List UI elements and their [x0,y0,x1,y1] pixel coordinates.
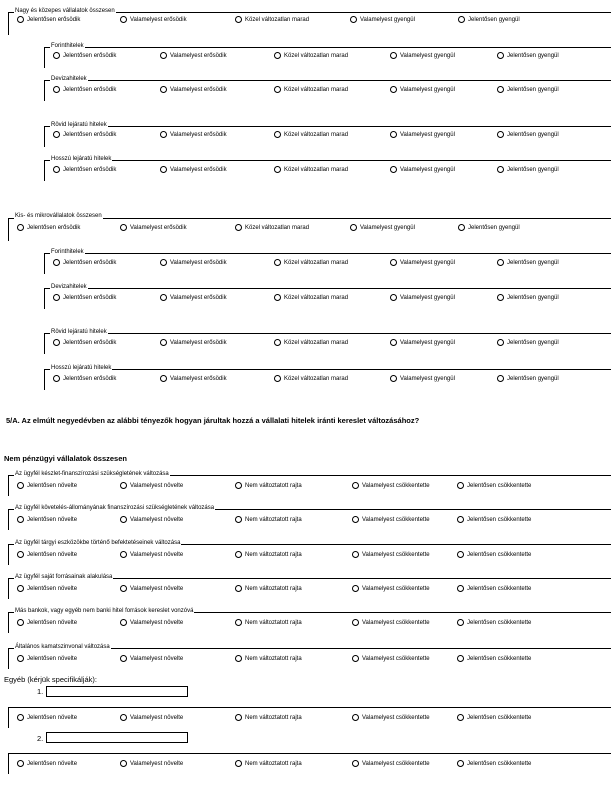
radio-button[interactable] [352,482,359,489]
radio-button[interactable] [160,375,167,382]
radio-button[interactable] [53,131,60,138]
radio-option[interactable]: Jelentősen gyengül [458,16,520,23]
radio-button[interactable] [235,655,242,662]
radio-option[interactable]: Jelentősen növelte [17,585,77,592]
radio-button[interactable] [235,585,242,592]
radio-button[interactable] [120,16,127,23]
radio-option[interactable]: Jelentősen növelte [17,619,77,626]
subsection-title: Devizahitelek [51,284,87,290]
radio-button[interactable] [17,714,24,721]
radio-option[interactable]: Valamelyest csökkentette [352,619,430,626]
radio-option[interactable]: Valamelyest erősödik [120,224,187,231]
radio-button[interactable] [160,86,167,93]
radio-option[interactable]: Valamelyest gyengül [390,339,455,346]
radio-button[interactable] [17,551,24,558]
radio-button[interactable] [390,375,397,382]
radio-option[interactable]: Jelentősen gyengül [458,224,520,231]
radio-button[interactable] [17,619,24,626]
radio-option[interactable]: Jelentősen erősödik [17,224,80,231]
radio-button[interactable] [352,516,359,523]
radio-button[interactable] [457,516,464,523]
radio-button[interactable] [17,760,24,767]
section-large-firms [8,12,611,35]
radio-option[interactable]: Közel változatlan marad [274,339,348,346]
radio-option[interactable]: Jelentősen erősödik [53,339,116,346]
radio-option[interactable]: Valamelyest csökkentette [352,585,430,592]
radio-option[interactable]: Valamelyest csökkentette [352,714,430,721]
radio-button[interactable] [352,551,359,558]
radio-button[interactable] [53,375,60,382]
radio-option[interactable]: Jelentősen csökkentette [457,482,531,489]
radio-option[interactable]: Valamelyest gyengül [390,86,455,93]
radio-button[interactable] [457,655,464,662]
radio-option[interactable]: Valamelyest növelte [120,585,183,592]
factor-title: Az ügyfél saját forrásainak alakulása [15,574,113,580]
radio-button[interactable] [390,259,397,266]
radio-option[interactable]: Jelentősen csökkentette [457,551,531,558]
radio-option[interactable]: Valamelyest erősödik [160,375,227,382]
radio-option[interactable]: Közel változatlan marad [274,166,348,173]
radio-button[interactable] [120,585,127,592]
radio-button[interactable] [120,655,127,662]
radio-button[interactable] [390,166,397,173]
radio-button[interactable] [235,482,242,489]
radio-button[interactable] [274,259,281,266]
radio-option[interactable]: Nem változtatott rajta [235,655,302,662]
radio-button[interactable] [390,52,397,59]
subsection-title: Rövid lejáratú hitelek [51,329,107,335]
radio-option[interactable]: Jelentősen gyengül [497,375,559,382]
radio-button[interactable] [497,52,504,59]
radio-button[interactable] [458,16,465,23]
other-label: Egyéb (kérjük specifikálják): [4,675,97,684]
radio-button[interactable] [120,619,127,626]
radio-option[interactable]: Nem változtatott rajta [235,714,302,721]
factor-title: Általános kamatszinvonal változása [15,644,110,650]
radio-option[interactable]: Jelentősen erősödik [17,16,80,23]
radio-button[interactable] [53,294,60,301]
subsection-title: Forinthitelek [51,249,84,255]
radio-button[interactable] [390,339,397,346]
radio-button[interactable] [497,339,504,346]
radio-button[interactable] [352,655,359,662]
radio-option[interactable]: Valamelyest növelte [120,516,183,523]
radio-option[interactable]: Jelentősen erősödik [53,52,116,59]
radio-button[interactable] [274,86,281,93]
radio-option[interactable]: Jelentősen növelte [17,482,77,489]
radio-option[interactable]: Valamelyest csökkentette [352,516,430,523]
radio-option[interactable]: Jelentősen gyengül [497,52,559,59]
radio-option[interactable]: Valamelyest erősödik [160,86,227,93]
radio-option[interactable]: Valamelyest gyengül [390,375,455,382]
radio-option[interactable]: Valamelyest gyengül [390,166,455,173]
subsection-title: Hosszú lejáratú hitelek [51,365,112,371]
other-text-field-2[interactable] [46,732,188,743]
radio-option[interactable]: Valamelyest csökkentette [352,482,430,489]
radio-button[interactable] [120,760,127,767]
radio-option[interactable]: Valamelyest növelte [120,619,183,626]
radio-button[interactable] [160,166,167,173]
radio-option[interactable]: Valamelyest növelte [120,551,183,558]
radio-option[interactable]: Valamelyest erősödik [160,259,227,266]
radio-option[interactable]: Valamelyest gyengül [390,294,455,301]
radio-option[interactable]: Valamelyest gyengül [350,16,415,23]
subsection-title: Hosszú lejáratú hitelek [51,156,112,162]
radio-option[interactable]: Valamelyest gyengül [350,224,415,231]
radio-button[interactable] [390,131,397,138]
radio-option[interactable]: Valamelyest csökkentette [352,655,430,662]
question-title: 5/A. Az elmúlt negyedévben az alábbi tényezők hogyan járultak hozzá a vállalati hitelek iránti kereslet változásához? [6,416,420,425]
radio-button[interactable] [497,131,504,138]
radio-option[interactable]: Nem változtatott rajta [235,516,302,523]
radio-option[interactable]: Valamelyest növelte [120,760,183,767]
radio-button[interactable] [235,619,242,626]
radio-button[interactable] [274,166,281,173]
np-section-title: Nem pénzügyi vállalatok összesen [4,454,127,463]
section-title: Kis- és mikrovállalatok összesen [15,213,102,219]
radio-button[interactable] [497,294,504,301]
radio-option[interactable]: Valamelyest erősödik [160,52,227,59]
radio-button[interactable] [160,131,167,138]
other-text-field-1[interactable] [46,686,188,697]
radio-option[interactable]: Valamelyest növelte [120,714,183,721]
radio-button[interactable] [497,86,504,93]
radio-option[interactable]: Jelentősen gyengül [497,259,559,266]
radio-button[interactable] [235,714,242,721]
radio-button[interactable] [457,714,464,721]
radio-option[interactable]: Valamelyest gyengül [390,52,455,59]
radio-button[interactable] [160,294,167,301]
radio-button[interactable] [352,714,359,721]
radio-option[interactable]: Közel változatlan marad [274,131,348,138]
radio-button[interactable] [53,339,60,346]
radio-option[interactable]: Valamelyest csökkentette [352,551,430,558]
radio-option[interactable]: Jelentősen csökkentette [457,655,531,662]
radio-option[interactable]: Közel változatlan marad [274,375,348,382]
radio-option[interactable]: Valamelyest erősödik [160,131,227,138]
radio-option[interactable]: Jelentősen csökkentette [457,516,531,523]
radio-button[interactable] [458,224,465,231]
other-item-number: 2. [37,734,44,743]
radio-option[interactable]: Jelentősen gyengül [497,86,559,93]
radio-option[interactable]: Jelentősen növelte [17,516,77,523]
radio-option[interactable]: Közel változatlan marad [274,52,348,59]
radio-button[interactable] [17,516,24,523]
radio-button[interactable] [350,224,357,231]
radio-button[interactable] [390,86,397,93]
radio-button[interactable] [352,760,359,767]
other-item-number: 1. [37,687,44,696]
radio-button[interactable] [235,516,242,523]
radio-option[interactable]: Jelentősen erősödik [53,86,116,93]
radio-option[interactable]: Nem változtatott rajta [235,619,302,626]
radio-option[interactable]: Közel változatlan marad [235,224,309,231]
radio-button[interactable] [17,16,24,23]
radio-option[interactable]: Jelentősen gyengül [497,166,559,173]
radio-option[interactable]: Jelentősen növelte [17,760,77,767]
radio-button[interactable] [120,516,127,523]
radio-option[interactable]: Jelentősen növelte [17,714,77,721]
subsection-title: Devizahitelek [51,76,87,82]
radio-option[interactable]: Jelentősen erősödik [53,294,116,301]
section-title: Nagy és közepes vállalatok összesen [15,8,115,14]
radio-button[interactable] [53,86,60,93]
radio-button[interactable] [457,585,464,592]
radio-option[interactable]: Valamelyest erősödik [160,294,227,301]
radio-button[interactable] [17,585,24,592]
radio-option[interactable]: Jelentősen csökkentette [457,760,531,767]
radio-option[interactable]: Valamelyest erősödik [160,166,227,173]
radio-option[interactable]: Jelentősen csökkentette [457,714,531,721]
radio-button[interactable] [120,482,127,489]
radio-button[interactable] [17,482,24,489]
radio-option[interactable]: Nem változtatott rajta [235,551,302,558]
radio-button[interactable] [274,52,281,59]
radio-option[interactable]: Valamelyest gyengül [390,259,455,266]
radio-button[interactable] [352,585,359,592]
radio-button[interactable] [53,52,60,59]
radio-option[interactable]: Valamelyest növelte [120,482,183,489]
radio-button[interactable] [160,339,167,346]
radio-option[interactable]: Nem változtatott rajta [235,482,302,489]
radio-button[interactable] [274,375,281,382]
radio-option[interactable]: Nem változtatott rajta [235,760,302,767]
radio-option[interactable]: Valamelyest erősödik [160,339,227,346]
radio-option[interactable]: Közel változatlan marad [274,86,348,93]
radio-option[interactable]: Jelentősen gyengül [497,339,559,346]
subsection-title: Rövid lejáratú hitelek [51,122,107,128]
radio-option[interactable]: Nem változtatott rajta [235,585,302,592]
radio-button[interactable] [53,166,60,173]
radio-option[interactable]: Közel változatlan marad [274,294,348,301]
radio-option[interactable]: Jelentősen növelte [17,655,77,662]
factor-title: Az ügyfél tárgyi eszközökbe történő befektetéseinek változása [15,540,181,546]
radio-option[interactable]: Valamelyest csökkentette [352,760,430,767]
radio-button[interactable] [120,714,127,721]
radio-button[interactable] [235,224,242,231]
radio-button[interactable] [390,294,397,301]
radio-button[interactable] [457,482,464,489]
radio-button[interactable] [274,294,281,301]
radio-button[interactable] [120,551,127,558]
radio-option[interactable]: Jelentősen gyengül [497,131,559,138]
subsection-title: Forinthitelek [51,43,84,49]
radio-button[interactable] [457,760,464,767]
radio-button[interactable] [120,224,127,231]
radio-option[interactable]: Jelentősen gyengül [497,294,559,301]
factor-title: Az ügyfél követelés-állományának finanszírozási szükségletének változása [15,505,215,511]
factor-title: Az ügyfél készlet-finanszírozási szükségletének változása [15,471,169,477]
radio-button[interactable] [497,259,504,266]
radio-option[interactable]: Jelentősen erősödik [53,131,116,138]
radio-option[interactable]: Jelentősen csökkentette [457,619,531,626]
radio-button[interactable] [497,166,504,173]
radio-option[interactable]: Jelentősen csökkentette [457,585,531,592]
radio-button[interactable] [352,619,359,626]
radio-option[interactable]: Jelentősen erősödik [53,375,116,382]
radio-button[interactable] [497,375,504,382]
radio-option[interactable]: Közel változatlan marad [274,259,348,266]
radio-button[interactable] [160,52,167,59]
radio-button[interactable] [235,760,242,767]
radio-option[interactable]: Jelentősen erősödik [53,166,116,173]
radio-button[interactable] [235,16,242,23]
radio-option[interactable]: Közel változatlan marad [235,16,309,23]
radio-button[interactable] [17,655,24,662]
radio-button[interactable] [350,16,357,23]
radio-option[interactable]: Jelentősen erősödik [53,259,116,266]
radio-option[interactable]: Valamelyest gyengül [390,131,455,138]
radio-option[interactable]: Valamelyest erősödik [120,16,187,23]
radio-button[interactable] [457,551,464,558]
radio-button[interactable] [274,131,281,138]
radio-button[interactable] [53,259,60,266]
radio-button[interactable] [160,259,167,266]
radio-option[interactable]: Jelentősen növelte [17,551,77,558]
radio-button[interactable] [17,224,24,231]
radio-button[interactable] [457,619,464,626]
section-small-firms [8,218,611,241]
radio-button[interactable] [235,551,242,558]
factor-title: Más bankok, vagy egyéb nem banki hitel források kereslet vonzóvá [15,608,194,614]
radio-option[interactable]: Valamelyest növelte [120,655,183,662]
radio-button[interactable] [274,339,281,346]
